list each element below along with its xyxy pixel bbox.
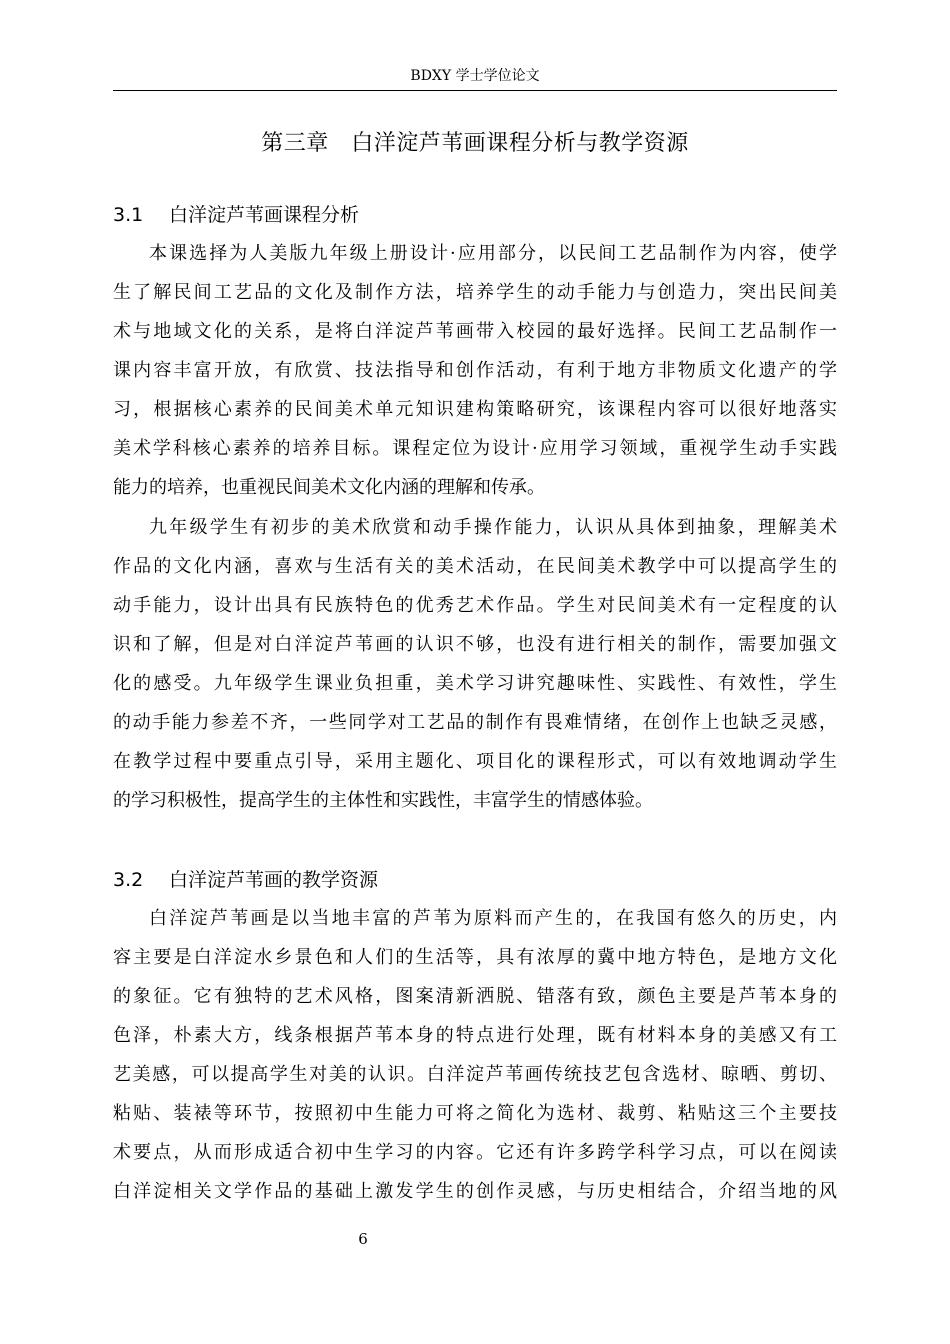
text-line: 作品的文化内涵，喜欢与生活有关的美术活动，在民间美术教学中可以提高学生的 bbox=[113, 556, 837, 577]
text-line: 九年级学生有初步的美术欣赏和动手操作能力，认识从具体到抽象，理解美术 bbox=[149, 517, 837, 538]
text-line: 本课选择为人美版九年级上册设计·应用部分，以民间工艺品制作为内容，使学 bbox=[149, 243, 837, 264]
text-line: 课内容丰富开放，有欣赏、技法指导和创作活动，有利于地方非物质文化遗产的学 bbox=[113, 360, 837, 381]
text-line: 习，根据核心素养的民间美术单元知识建构策略研究，该课程内容可以很好地落实 bbox=[113, 399, 837, 420]
text-line: 生了解民间工艺品的文化及制作方法，培养学生的动手能力与创造力，突出民间美 bbox=[113, 282, 837, 303]
text-line: 白洋淀芦苇画是以当地丰富的芦苇为原料而产生的，在我国有悠久的历史，内 bbox=[149, 908, 837, 929]
text-line: 艺美感，可以提高学生对美的认识。白洋淀芦苇画传统技艺包含选材、晾晒、剪切、 bbox=[113, 1064, 837, 1085]
text-line: 的学习积极性，提高学生的主体性和实践性，丰富学生的情感体验。 bbox=[113, 790, 653, 811]
text-line: 识和了解，但是对白洋淀芦苇画的认识不够，也没有进行相关的制作，需要加强文 bbox=[113, 634, 837, 655]
text-line: 能力的培养，也重视民间美术文化内涵的理解和传承。 bbox=[113, 477, 545, 498]
text-line: 化的感受。九年级学生课业负担重，美术学习讲究趣味性、实践性、有效性，学生 bbox=[113, 673, 837, 694]
text-line: 的动手能力参差不齐，一些同学对工艺品的制作有畏难情绪，在创作上也缺乏灵感， bbox=[113, 712, 837, 733]
page-header: BDXY 学士学位论文 bbox=[113, 66, 837, 91]
text-line: 术与地域文化的关系，是将白洋淀芦苇画带入校园的最好选择。民间工艺品制作一 bbox=[113, 321, 837, 342]
text-line: 白洋淀相关文学作品的基础上激发学生的创作灵感，与历史相结合，介绍当地的风 bbox=[113, 1181, 837, 1202]
paragraph-3-1-2 bbox=[113, 508, 837, 820]
text-line: 色泽，朴素大方，线条根据芦苇本身的特点进行处理，既有材料本身的美感又有工 bbox=[113, 1025, 837, 1046]
text-line: 动手能力，设计出具有民族特色的优秀艺术作品。学生对民间美术有一定程度的认 bbox=[113, 595, 837, 616]
text-line: 粘贴、装裱等环节，按照初中生能力可将之简化为选材、裁剪、粘贴这三个主要技 bbox=[113, 1103, 837, 1124]
paragraph-3-2-1 bbox=[113, 899, 837, 1211]
text-line: 容主要是白洋淀水乡景色和人们的生活等，具有浓厚的冀中地方特色，是地方文化 bbox=[113, 947, 837, 968]
page-number: 6 bbox=[358, 1230, 368, 1248]
section-heading-3-2 bbox=[113, 866, 378, 894]
text-line: 美术学科核心素养的培养目标。课程定位为设计·应用学习领域，重视学生动手实践 bbox=[113, 438, 837, 459]
paragraph-3-1-1 bbox=[113, 234, 837, 507]
text-line: 术要点，从而形成适合初中生学习的内容。它还有许多跨学科学习点，可以在阅读 bbox=[113, 1142, 837, 1163]
chapter-title: 第三章 白洋淀芦苇画课程分析与教学资源 bbox=[261, 131, 689, 156]
section-title: 白洋淀芦苇画课程分析 bbox=[169, 204, 360, 226]
section-heading-3-1 bbox=[113, 201, 359, 229]
section-number: 3.1 bbox=[113, 204, 144, 226]
section-title: 白洋淀芦苇画的教学资源 bbox=[169, 869, 379, 891]
text-line: 的象征。它有独特的艺术风格，图案清新洒脱、错落有致，颜色主要是芦苇本身的 bbox=[113, 986, 837, 1007]
section-number: 3.2 bbox=[113, 869, 144, 891]
text-line: 在教学过程中要重点引导，采用主题化、项目化的课程形式，可以有效地调动学生 bbox=[113, 751, 837, 772]
